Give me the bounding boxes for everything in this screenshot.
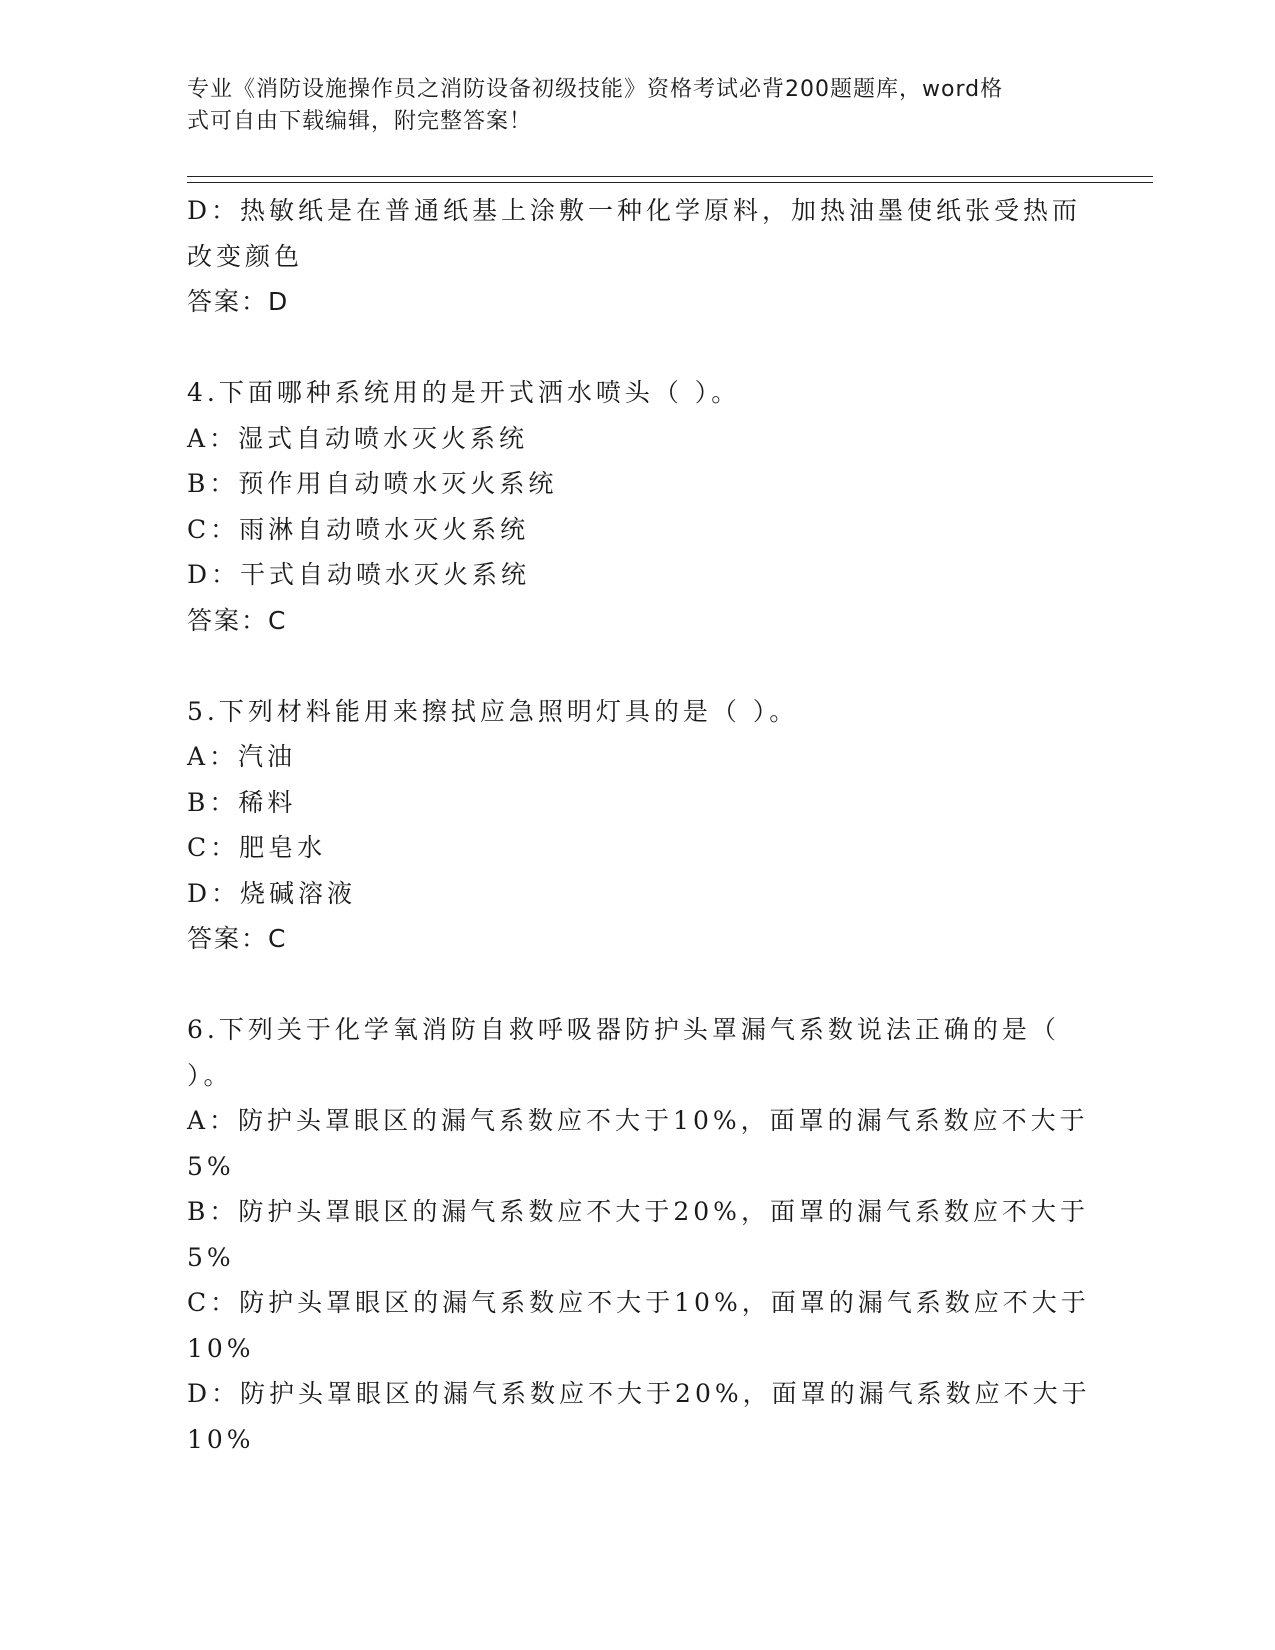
q6-option-a-line-2: 5% [187, 1151, 235, 1181]
q4-option-d: D：干式自动喷水灭火系统 [187, 560, 531, 589]
header-divider-top [187, 176, 1153, 177]
question-6 [187, 1007, 1091, 1462]
q6-option-a-line-1: A：防护头罩眼区的漏气系数应不大于10%，面罩的漏气系数应不大于 [187, 1106, 1089, 1135]
header-line-1: 专业《消防设施操作员之消防设备初级技能》资格考试必背200题题库，word格 [187, 77, 1004, 102]
q4-option-b: B：预作用自动喷水灭火系统 [187, 469, 558, 498]
q5-option-d: D：烧碱溶液 [187, 878, 357, 908]
q4-answer: 答案：C [187, 605, 288, 635]
header-divider-bottom [187, 182, 1153, 183]
q6-stem-line-1: 6.下列关于化学氧消防自救呼吸器防护头罩漏气系数说法正确的是（ [187, 1015, 1060, 1044]
spacer [187, 325, 1087, 371]
q4-option-c: C：雨淋自动喷水灭火系统 [187, 514, 530, 544]
spacer [187, 643, 1087, 689]
q5-option-b: B：稀料 [187, 787, 297, 817]
q3-option-d-line-1: D：热敏纸是在普通纸基上涂敷一种化学原料，加热油墨使纸张受热而 [187, 196, 1082, 225]
q4-option-a: A：湿式自动喷水灭火系统 [187, 423, 529, 453]
q3-option-d-line-2: 改变颜色 [187, 241, 304, 271]
spacer [187, 962, 1087, 1008]
q5-answer: 答案：C [187, 924, 288, 953]
q4-stem: 4.下面哪种系统用的是开式洒水喷头（ ）。 [187, 378, 741, 407]
q5-option-c: C：肥皂水 [187, 833, 327, 862]
q5-option-a: A：汽油 [187, 742, 297, 771]
q3-answer: 答案：D [187, 287, 290, 316]
question-list [187, 188, 1091, 1462]
q6-option-b-line-1: B：防护头罩眼区的漏气系数应不大于20%，面罩的漏气系数应不大于 [187, 1197, 1089, 1226]
document-header [187, 74, 1067, 138]
question-3 [187, 188, 1087, 325]
q6-option-c-line-2: 10% [187, 1333, 255, 1363]
q6-option-d-line-2: 10% [187, 1424, 255, 1454]
q6-option-c-line-1: C：防护头罩眼区的漏气系数应不大于10%，面罩的漏气系数应不大于 [187, 1288, 1090, 1317]
q6-option-d-line-1: D：防护头罩眼区的漏气系数应不大于20%，面罩的漏气系数应不大于 [187, 1379, 1091, 1408]
q6-option-b-line-2: 5% [187, 1242, 235, 1272]
question-4 [187, 370, 1087, 643]
question-5 [187, 689, 1087, 962]
q6-stem-line-2: ）。 [187, 1060, 233, 1090]
q5-stem: 5.下列材料能用来擦拭应急照明灯具的是（ ）。 [187, 696, 799, 726]
header-line-2: 式可自由下载编辑，附完整答案！ [187, 109, 533, 134]
